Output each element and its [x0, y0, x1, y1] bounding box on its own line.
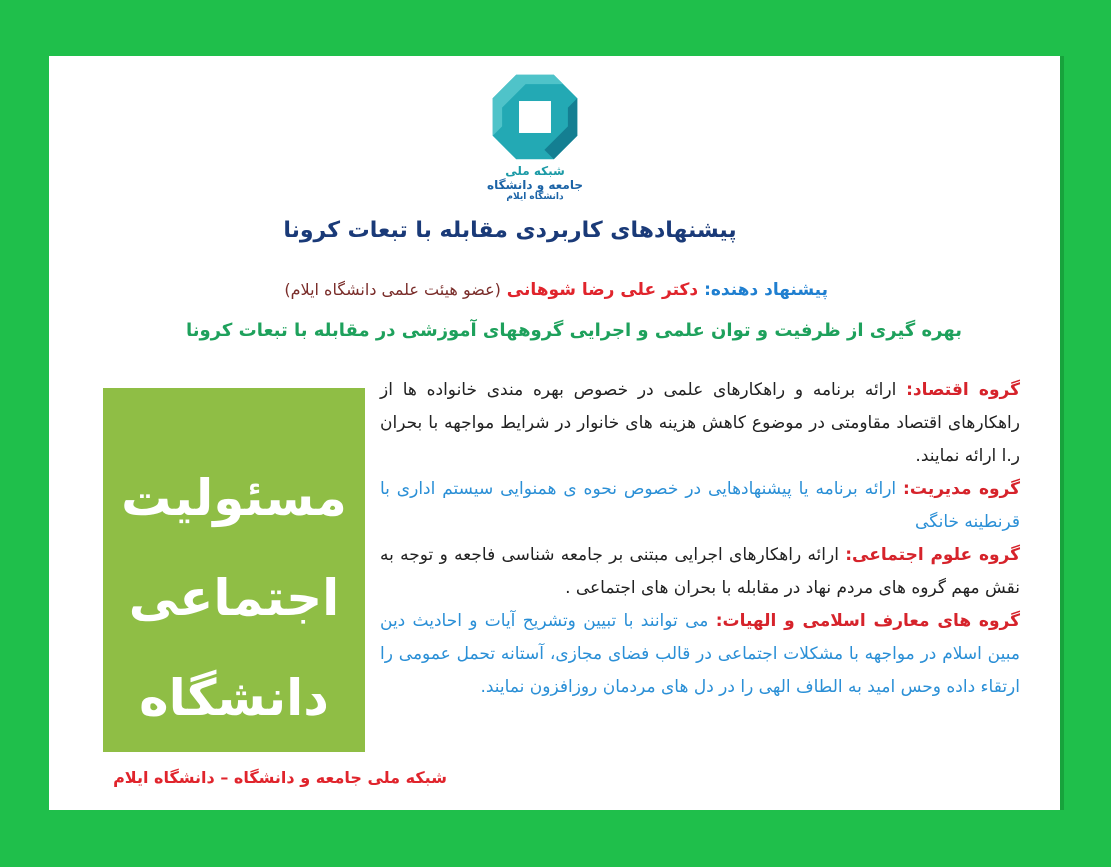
proposer-name: دکتر علی رضا شوهانی — [506, 280, 699, 300]
proposer-label: پیشنهاد دهنده: — [704, 280, 828, 300]
group-management — [380, 473, 1020, 539]
network-logo-icon — [488, 70, 582, 164]
page-title: پیشنهادهای کاربردی مقابله با تبعات کرونا — [283, 218, 737, 243]
logo-line1: شبکه ملی — [505, 164, 565, 178]
book-cover-words — [103, 448, 365, 748]
group-social-sciences — [380, 539, 1020, 605]
group-text: ارائه برنامه و راهکارهای علمی در خصوص بهره مندی خانواده ها از راهکارهای اقتصاد مقاومتی در موضوع کاهش هزینه های خانوار در شرایط مواجهه با بحران ر.ا ارائه نمایند. — [380, 380, 1020, 466]
book-word-1: مسئولیت — [121, 469, 347, 527]
proposer-affiliation: (عضو هیئت علمی دانشگاه ایلام) — [284, 280, 501, 299]
book-word-2: اجتماعی — [128, 569, 340, 627]
group-islamic-studies — [380, 605, 1020, 704]
group-economics — [380, 374, 1020, 473]
groups-body — [380, 374, 1020, 704]
group-text: ارائه راهکارهای اجرایی مبتنی بر جامعه شناسی فاجعه و توجه به نقش مهم گروه های مردم نهاد در مقابله با بحران های اجتماعی . — [380, 545, 1020, 598]
group-text: ارائه برنامه یا پیشنهادهایی در خصوص نحوه ی همنوایی سیستم اداری با قرنطینه خانگی — [380, 479, 1020, 532]
proposer-line — [160, 280, 828, 300]
logo-line3: دانشگاه ایلام — [506, 192, 564, 202]
logo-line2: جامعه و دانشگاه — [486, 178, 583, 192]
book-cover-image — [103, 388, 365, 752]
logo-caption — [470, 164, 600, 203]
group-name: گروه اقتصاد: — [906, 380, 1020, 400]
subtitle: بهره گیری از ظرفیت و توان علمی و اجرایی گروههای آموزشی در مقابله با تبعات کرونا — [185, 320, 962, 341]
group-text: می توانند با تبیین وتشریح آیات و احادیث دین مبین اسلام در مواجهه با مشکلات اجتماعی در قالب فضای مجازی، آستانه تحمل عمومی را ارتقاء داده وحس امید به الطاف الهی را در دل های مردمان روزافزون نمایند. — [380, 611, 1020, 697]
book-word-3: دانشگاه — [139, 669, 329, 727]
image-caption: شبکه ملی جامعه و دانشگاه – دانشگاه ایلام — [113, 768, 447, 787]
group-name: گروه علوم اجتماعی: — [845, 545, 1021, 565]
group-name: گروه مدیریت: — [903, 479, 1021, 499]
group-name: گروه های معارف اسلامی و الهیات: — [715, 611, 1021, 631]
